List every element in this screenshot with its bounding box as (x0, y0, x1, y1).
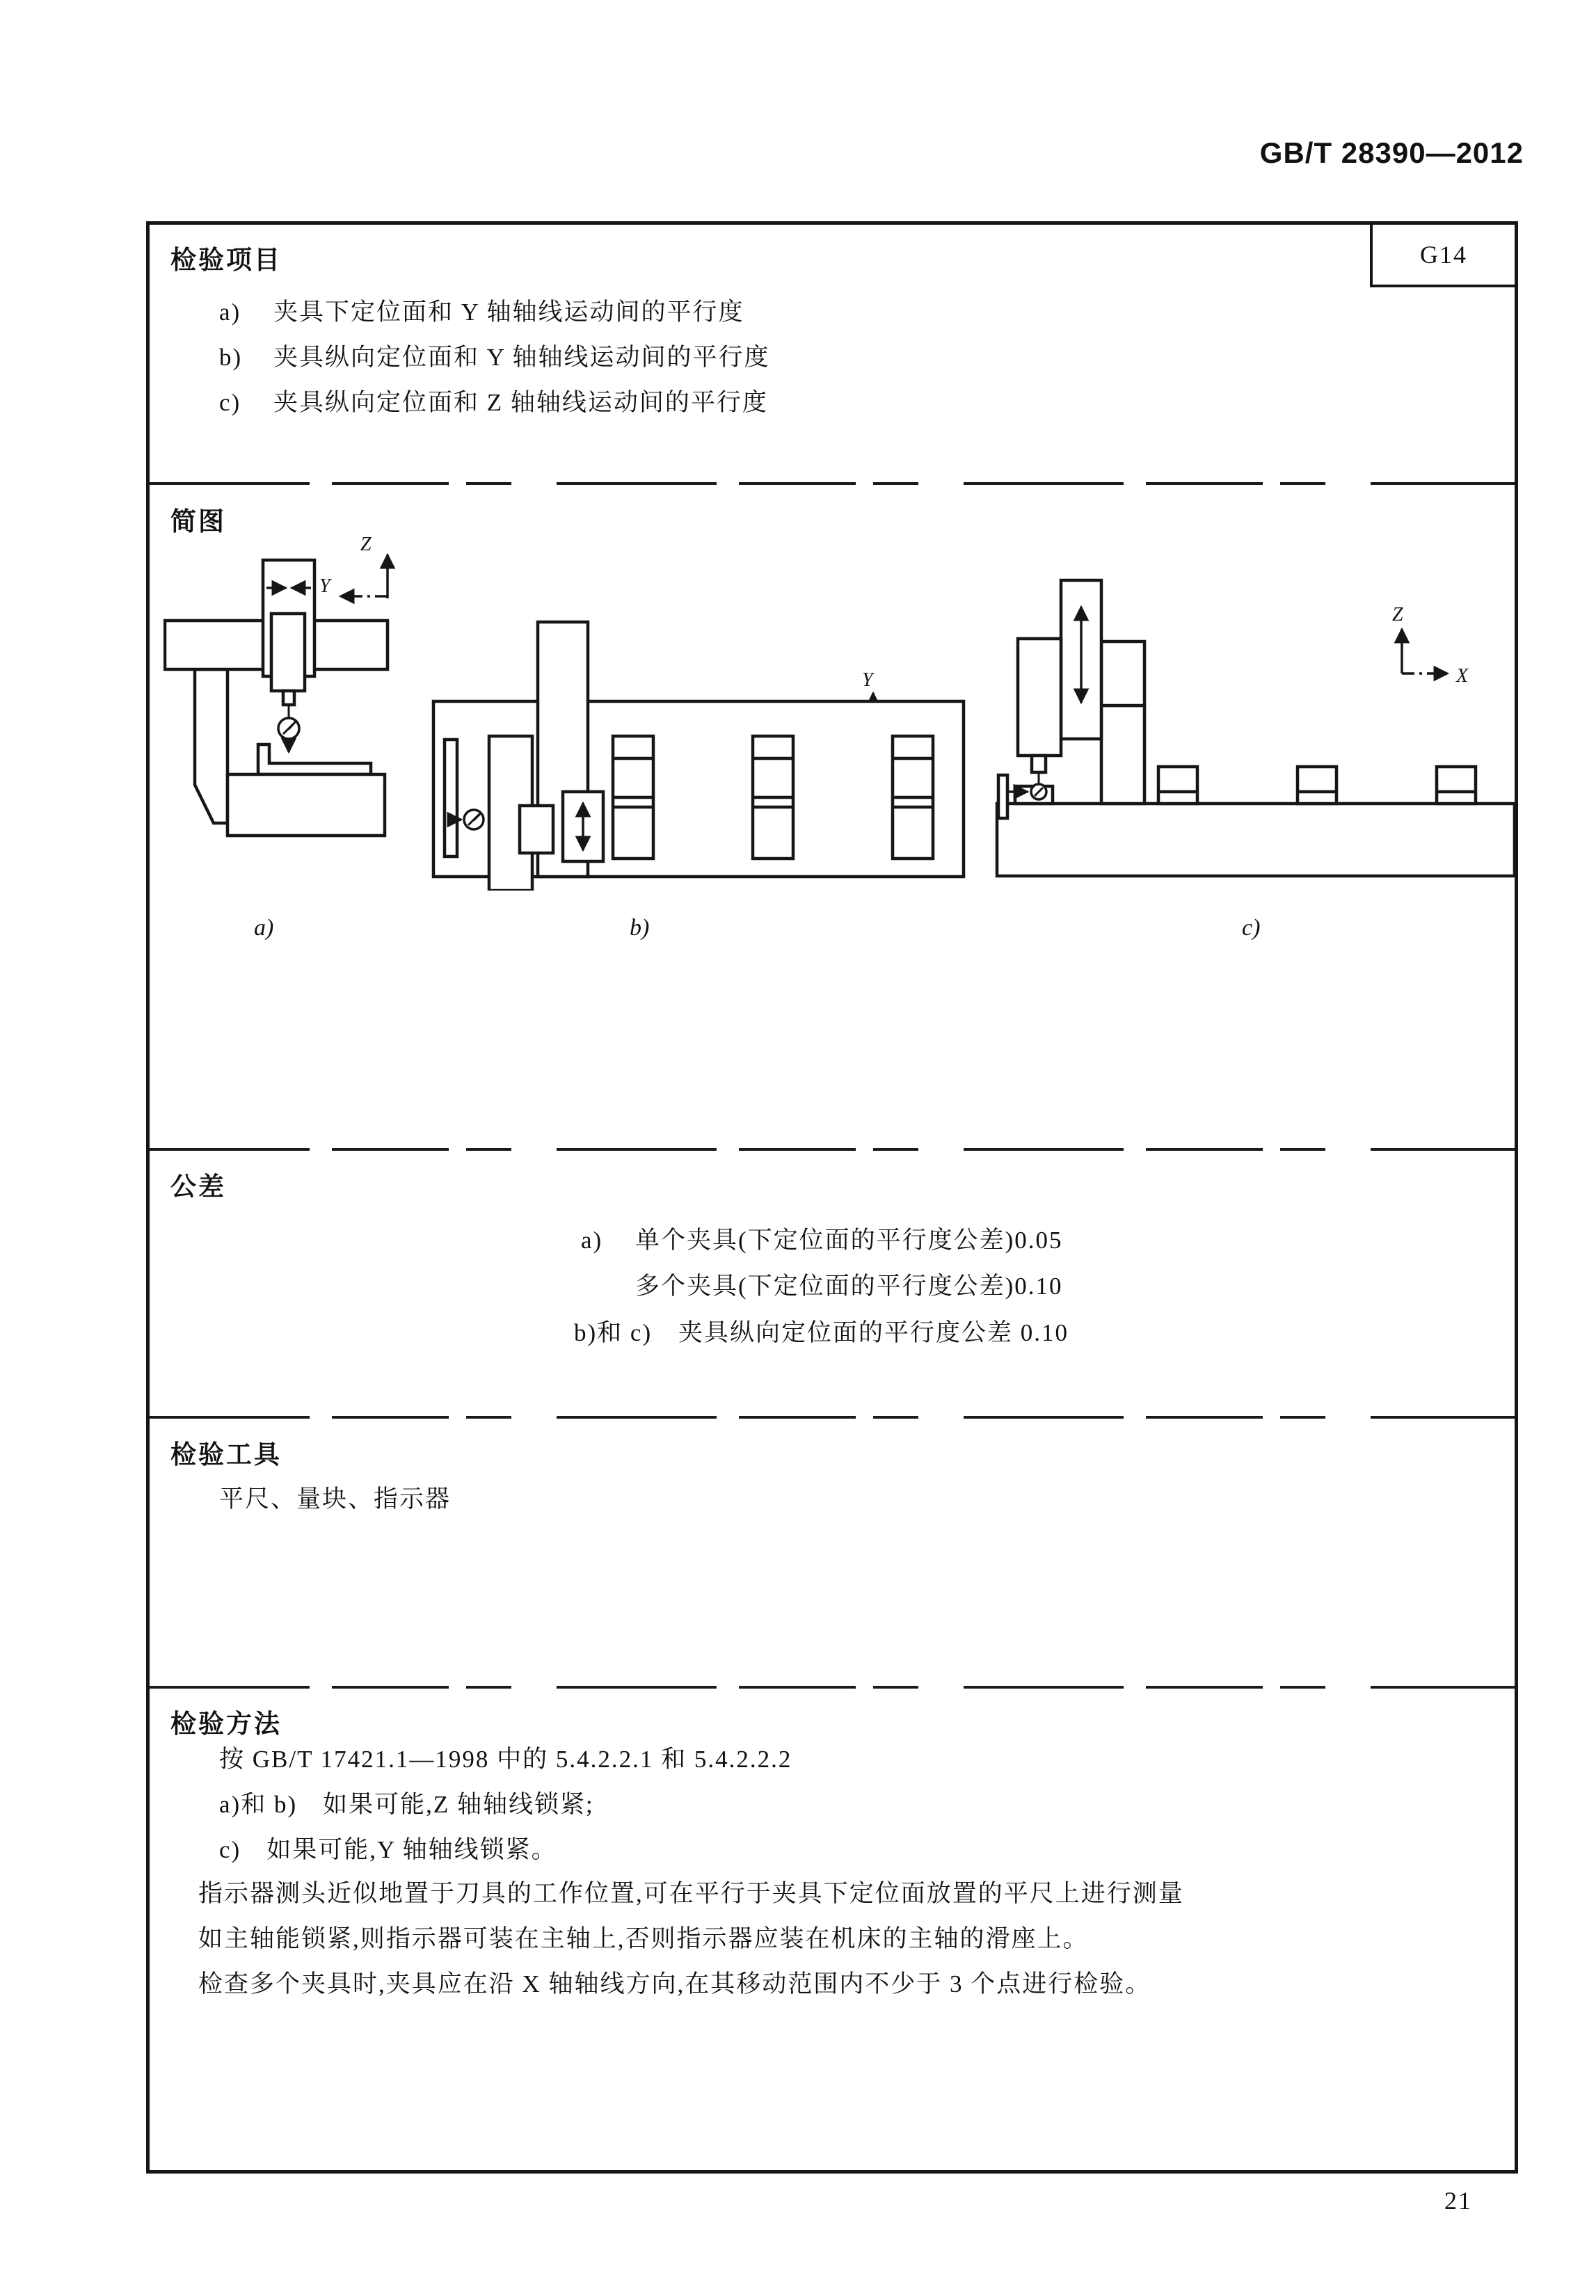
machine-a-fixture (258, 744, 371, 774)
item-text-b: 夹具纵向定位面和 Y 轴轴线运动间的平行度 (273, 344, 770, 371)
fixture-station (753, 736, 793, 859)
axis-c-horizontal-label: X (1456, 665, 1469, 687)
section-title-tolerance: 公差 (170, 1172, 226, 1201)
item-text-a: 夹具下定位面和 Y 轴轴线运动间的平行度 (273, 298, 744, 326)
item-label-c: c) (219, 389, 241, 416)
machine-a (165, 560, 388, 836)
fixture-station (1298, 767, 1336, 804)
diagram-sub-label-c: c) (1242, 915, 1261, 941)
method-line-1: 按 GB/T 17421.1—1998 中的 5.4.2.2.1 和 5.4.2.2.2 (219, 1746, 792, 1773)
machine-a-tool-tip (283, 691, 294, 705)
section-divider (150, 1416, 1515, 1419)
tolerance-text-3: 夹具纵向定位面的平行度公差 0.10 (678, 1319, 1069, 1346)
page-number: 21 (1444, 2187, 1472, 2215)
axis-a-horizontal-label: Y (319, 575, 330, 597)
tolerance-row-2 (635, 1267, 1063, 1302)
method-line-3: c) 如果可能,Y 轴轴线锁紧。 (219, 1836, 557, 1863)
item-row-b (219, 338, 769, 373)
tolerance-text-2: 多个夹具(下定位面的平行度公差)0.10 (635, 1273, 1063, 1300)
machine-b-locating-plate (445, 740, 457, 856)
diagram-b (414, 612, 984, 891)
item-row-c (219, 383, 768, 418)
item-row-a (219, 293, 744, 328)
item-text-c: 夹具纵向定位面和 Z 轴轴线运动间的平行度 (273, 389, 768, 416)
machine-b-clamp (520, 806, 553, 853)
fixture-station (1158, 767, 1197, 804)
tolerance-row-1 (581, 1221, 1063, 1256)
standard-number-header: GB/T 28390—2012 (1259, 136, 1524, 169)
axis-a-vertical-label: Z (360, 534, 372, 555)
method-line-2: a)和 b) 如果可能,Z 轴轴线锁紧; (219, 1791, 594, 1818)
method-line-6: 检查多个夹具时,夹具应在沿 X 轴轴线方向,在其移动范围内不少于 3 个点进行检验。 (198, 1970, 1151, 1998)
tools-text: 平尺、量块、指示器 (219, 1485, 452, 1513)
fixture-stations-c (1158, 767, 1476, 804)
tolerance-text-1: 单个夹具(下定位面的平行度公差)0.05 (635, 1227, 1063, 1254)
section-title-method: 检验方法 (170, 1709, 282, 1738)
item-label-a: a) (219, 298, 241, 326)
section-divider (150, 1686, 1515, 1689)
machine-a-column (195, 669, 228, 823)
tolerance-label-3: b)和 c) (574, 1319, 653, 1346)
section-title-tools: 检验工具 (170, 1440, 282, 1469)
machine-c-step-block (1101, 641, 1144, 705)
axis-c (1392, 604, 1469, 687)
diagram-a (163, 532, 400, 845)
axis-b-vertical-label: Y (862, 669, 873, 691)
method-line-4: 指示器测头近似地置于刀具的工作位置,可在平行于夹具下定位面放置的平尺上进行测量 (198, 1880, 1184, 1907)
machine-c-locating-plate (998, 775, 1007, 818)
machine-a-spindle (271, 614, 305, 691)
machine-c-spindle-head (1018, 639, 1061, 756)
inspection-spec-table (146, 221, 1518, 2174)
section-title-items: 检验项目 (170, 246, 282, 274)
fixture-station (613, 736, 653, 859)
section-divider (150, 482, 1515, 485)
machine-c (997, 580, 1515, 876)
axis-c-vertical-label: Z (1392, 604, 1403, 625)
axis-a (319, 534, 388, 598)
item-code-badge: G14 (1370, 225, 1515, 287)
machine-a-table (228, 774, 385, 836)
fixture-station (893, 736, 933, 859)
dial-indicator-a-icon (278, 705, 299, 752)
diagram-sub-label-b: b) (630, 915, 650, 941)
fixture-station (1437, 767, 1476, 804)
machine-c-tool-tip (1032, 756, 1046, 772)
method-line-5: 如主轴能锁紧,则指示器可装在主轴上,否则指示器应装在机床的主轴的滑座上。 (198, 1925, 1089, 1952)
machine-b (433, 622, 964, 891)
item-label-b: b) (219, 344, 243, 371)
diagram-c (991, 571, 1520, 884)
tolerance-label-1: a) (581, 1227, 603, 1254)
machine-c-lower-column (1101, 705, 1144, 804)
diagram-sub-label-a: a) (254, 915, 274, 941)
tolerance-row-3 (574, 1314, 1069, 1348)
section-divider (150, 1148, 1515, 1151)
machine-c-bed (997, 804, 1515, 876)
section-title-diagram: 简图 (170, 507, 226, 536)
